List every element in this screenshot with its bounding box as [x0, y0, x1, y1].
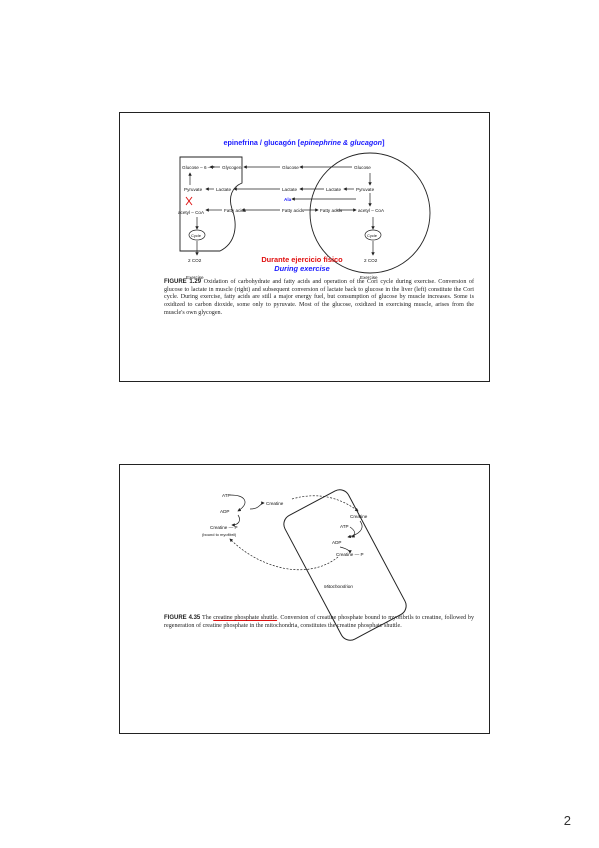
muscle-glucose: Glucose: [354, 165, 371, 170]
slide2-caption-text: . Conversion of creatine phosphate bound to myofibrils to creatine, followed by regeneration of creatine phosphate in the mitochondria, constitutes the creatine phosphate shuttle.: [164, 615, 475, 629]
slide2-caption-underlined: creatine phosphate shuttle: [213, 615, 278, 621]
liver-co2: 2 CO2: [188, 258, 202, 263]
muscle-co2: 2 CO2: [364, 258, 378, 263]
liver-pyruvate: Pyruvate: [184, 187, 203, 192]
liver-lactate: Lactate: [216, 187, 232, 192]
adp-label: ADP: [220, 509, 230, 514]
liver-acetylcoa: acetyl – CoA: [178, 210, 205, 215]
cori-cycle-figure: [120, 113, 491, 383]
muscle-fatty-acids: Fatty acids: [320, 208, 343, 213]
slide-2: [119, 464, 490, 734]
overlay-en: During exercise: [274, 264, 330, 273]
slide1-heading: epinefrina / glucagón [epinephrine & glucagon]: [223, 138, 385, 147]
liver-fatty-acids: Fatty acids: [224, 208, 247, 213]
blood-ala: Ala: [284, 197, 292, 202]
mito-label: Mitochondrion: [324, 584, 353, 589]
mito-atp-label: ATP: [340, 524, 349, 529]
muscle-acetylcoa: acetyl – CoA: [358, 208, 385, 213]
slide2-caption-label: FIGURE 4.35: [164, 615, 201, 621]
muscle-pyruvate: Pyruvate: [356, 187, 375, 192]
creatine-p-label: Creatine — P: [210, 525, 238, 530]
blood-lactate: Lactate: [282, 187, 298, 192]
liver-glucose6p: Glucose – 6 – P: [182, 165, 215, 170]
slide2-caption: [164, 615, 474, 630]
bound-label: (bound to myofibril): [202, 532, 237, 537]
shuttle-arrows: [230, 495, 362, 570]
liver-glycogen: Glycogen: [222, 165, 242, 170]
blood-fatty-acids: Fatty acids: [282, 208, 305, 213]
slide2-caption-pre: The: [201, 615, 212, 621]
blocked-step-x-icon: [186, 197, 192, 205]
muscle-cycle: Cycle: [367, 233, 378, 238]
mito-creatine-label: Creatine: [350, 514, 368, 519]
liver-cycle: Cycle: [191, 233, 202, 238]
creatine-top-label: Creatine: [266, 501, 284, 506]
slide1-caption-label: FIGURE 1.29: [164, 279, 202, 285]
liver-exercise-label: Exercise: [186, 275, 204, 280]
page-number: 2: [563, 813, 571, 828]
muscle-lactate: Lactate: [326, 187, 342, 192]
overlay-es: Durante ejercicio físico: [261, 255, 343, 264]
slide1-caption: [164, 279, 474, 318]
slide1-caption-text: Oxidation of carbohydrate and fatty acids and operation of the Cori cycle during exercise. Conversion of glucose to lactate in muscle (right) and subsequent conversion of lactate back to glucose in the liver (left) constitute the Cori cycle. During exercise, fatty acids are still a major energy fuel, but consumption of glucose by muscle increases. Some is oxidized to carbon dioxide, some only to pyruvate. Most of the glucose, oxidized in exercising muscle, arises from the muscle's own glycogen.: [164, 279, 474, 316]
mito-creatine-p-label: Creatine — P: [336, 552, 364, 557]
slide-1: [119, 112, 490, 382]
muscle-exercise-label: Exercise: [360, 275, 378, 280]
atp-label: ATP: [222, 493, 231, 498]
blood-glucose: Glucose: [282, 165, 299, 170]
mito-adp-label: ADP: [332, 540, 342, 545]
creatine-shuttle-figure: [120, 465, 491, 735]
